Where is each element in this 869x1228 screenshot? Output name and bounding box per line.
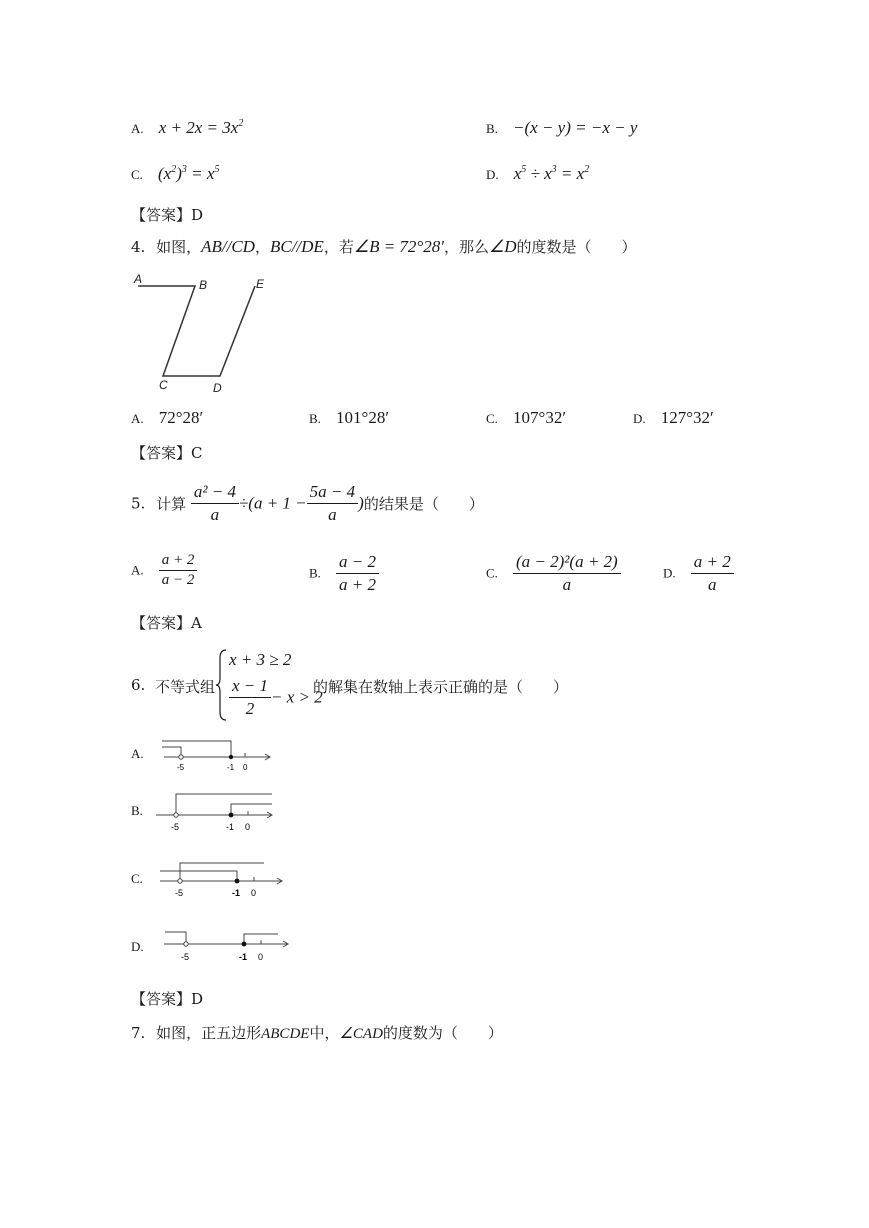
q4-answer: 【答案】C xyxy=(131,444,203,462)
tick-label: -1 xyxy=(227,763,235,772)
q3-option-b[interactable] xyxy=(486,118,637,138)
q4-label-d: D xyxy=(213,381,222,395)
q5-fraction-2: $\frac{5a - 4}{a}$ xyxy=(307,482,358,525)
option-letter: A. xyxy=(131,121,144,136)
tick-label: 0 xyxy=(245,822,251,832)
q5-option-a[interactable]: A. $\frac{a + 2}{a - 2}$ xyxy=(131,552,197,589)
q4-stem: 4. 如图，AB//CD，BC//DE，若∠B = 72°28′，那么∠D的度数是（ ） xyxy=(131,237,637,256)
q6-option-c-letter[interactable]: C. xyxy=(131,871,143,886)
tick-label: -5 xyxy=(177,763,185,772)
option-expression: $(x^2)^3 = x^5$ xyxy=(158,164,220,183)
q6-inequality-2: $\frac{x - 1}{2}$ − x > 2 xyxy=(229,676,323,719)
q6-option-a-numberline[interactable] xyxy=(160,738,280,774)
tick-label: -1 xyxy=(239,952,248,962)
q5-answer: 【答案】A xyxy=(131,614,202,632)
q6-stem-2: 的解集在数轴上表示正确的是（ ） xyxy=(313,678,569,696)
q6-option-c-numberline[interactable] xyxy=(158,857,288,903)
tick-label: -1 xyxy=(226,822,235,832)
q4-option-a[interactable]: A. 72°28′ xyxy=(131,408,204,427)
option-letter: C. xyxy=(131,167,143,182)
q6-stem-1: 不等式组 xyxy=(155,678,216,696)
q4-label-b: B xyxy=(199,278,208,292)
q3-option-c[interactable] xyxy=(131,164,219,184)
q3-option-d[interactable] xyxy=(486,164,589,184)
tick-label: -1 xyxy=(232,888,241,898)
q6-inequality-1: x + 3 ≥ 2 xyxy=(229,650,292,669)
option-expression: $x + 2x = 3x^2$ xyxy=(158,118,244,137)
q5-fraction-1: $\frac{\text{a² − 4}}{a}$ xyxy=(191,482,239,525)
tick-label: -5 xyxy=(181,952,190,962)
q4-option-d[interactable]: D. 127°32′ xyxy=(633,408,714,427)
tick-label: 0 xyxy=(258,952,264,962)
option-expression: $x^5 \div x^3 = x^2$ xyxy=(513,164,590,183)
q3-answer: 【答案】D xyxy=(131,206,204,224)
q6-option-d-numberline[interactable] xyxy=(162,926,292,968)
q4-option-c[interactable]: C. 107°32′ xyxy=(486,408,567,427)
q4-label-c: C xyxy=(159,378,168,392)
q6-option-d-letter[interactable]: D. xyxy=(131,939,144,954)
q4-figure-lines xyxy=(138,286,255,376)
q6-brace xyxy=(216,648,228,722)
q4-option-b[interactable]: B. 101°28′ xyxy=(309,408,390,427)
q3-option-a[interactable] xyxy=(131,118,243,138)
q4-label-a: A xyxy=(134,272,143,286)
option-expression: −(x − y) = −x − y xyxy=(513,118,638,137)
q6-option-a-letter[interactable]: A. xyxy=(131,746,144,761)
tick-label: 0 xyxy=(251,888,257,898)
q6-option-b-numberline[interactable] xyxy=(154,790,282,836)
q7-stem: 7. 如图，正五边形ABCDE中，∠CAD的度数为（ ） xyxy=(131,1024,503,1042)
tick-label: -5 xyxy=(171,822,180,832)
option-letter: B. xyxy=(486,121,498,136)
q6-answer: 【答案】D xyxy=(131,990,204,1008)
q6-num: 6. xyxy=(131,676,146,694)
tick-label: 0 xyxy=(243,763,248,772)
q5-stem: 5. 计算 $\frac{\text{a² − 4}}{a}$ ÷(a + 1 − $\frac{5a - 4}{a}$ )的结果是（ ） xyxy=(131,482,484,524)
q6-option-b-letter[interactable]: B. xyxy=(131,803,143,818)
q4-label-e: E xyxy=(256,277,265,291)
q4-figure xyxy=(130,270,280,398)
tick-label: -5 xyxy=(175,888,184,898)
q5-option-c[interactable]: C. $\frac{\text{(a − 2)²(a + 2)}}{a}$ xyxy=(486,552,621,595)
q5-option-d[interactable]: D. $\frac{a + 2}{a}$ xyxy=(663,552,734,595)
option-letter: D. xyxy=(486,167,499,182)
q5-option-b[interactable]: B. $\frac{a - 2}{a + 2}$ xyxy=(309,552,379,595)
